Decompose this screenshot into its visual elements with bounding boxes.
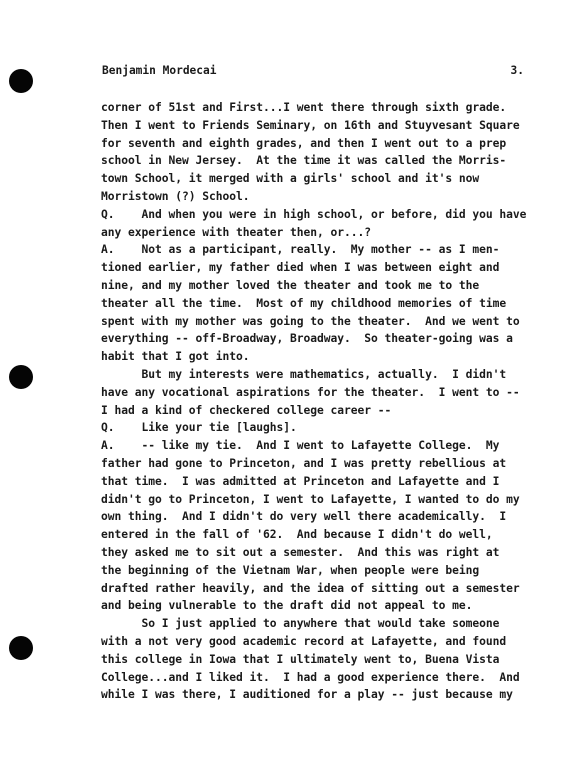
transcript-line: spent with my mother was going to the theater. And we went to — [101, 314, 520, 328]
transcript-line: this college in Iowa that I ultimately went to, Buena Vista — [101, 652, 500, 666]
punch-hole-top — [9, 69, 33, 93]
transcript-line: for seventh and eighth grades, and then I went out to a prep — [101, 136, 507, 150]
transcript-line: that time. I was admitted at Princeton and Lafayette and I — [101, 474, 500, 488]
transcript-line: Q. Like your tie [laughs]. — [101, 421, 297, 435]
punch-hole-middle — [9, 365, 33, 389]
transcript-body — [101, 99, 531, 704]
transcript-line: while I was there, I auditioned for a play -- just because my — [101, 688, 513, 702]
transcript-line: theater all the time. Most of my childhood memories of time — [101, 296, 507, 310]
transcript-line: own thing. And I didn't do very well there academically. I — [101, 510, 507, 524]
transcript-line: drafted rather heavily, and the idea of sitting out a semester — [101, 581, 520, 595]
transcript-line: nine, and my mother loved the theater and took me to the — [101, 278, 480, 292]
transcript-line: have any vocational aspirations for the theater. I went to -- — [101, 385, 520, 399]
transcript-line: town School, it merged with a girls' school and it's now — [101, 172, 480, 186]
transcript-line: entered in the fall of '62. And because I didn't do well, — [101, 528, 493, 542]
transcript-line: didn't go to Princeton, I went to Lafayette, I wanted to do my — [101, 492, 520, 506]
transcript-line: father had gone to Princeton, and I was pretty rebellious at — [101, 456, 507, 470]
transcript-line: school in New Jersey. At the time it was called the Morris- — [101, 154, 507, 168]
transcript-line: everything -- off-Broadway, Broadway. So theater-going was a — [101, 332, 513, 346]
page-number: 3. — [510, 64, 524, 77]
transcript-line: corner of 51st and First...I went there through sixth grade. — [101, 101, 507, 114]
page-header — [102, 64, 524, 103]
transcript-line: tioned earlier, my father died when I was between eight and — [101, 261, 500, 275]
transcript-line: Morristown (?) School. — [101, 189, 250, 203]
transcript-line: I had a kind of checkered college career -- — [101, 403, 392, 417]
transcript-line: So I just applied to anywhere that would take someone — [101, 617, 500, 631]
transcript-line: Q. And when you were in high school, or before, did you have — [101, 207, 527, 221]
punch-hole-bottom — [9, 636, 33, 660]
transcript-line: A. -- like my tie. And I went to Lafayette College. My — [101, 439, 500, 453]
transcript-line: College...and I liked it. I had a good experience there. And — [101, 670, 520, 684]
transcript-line: habit that I got into. — [101, 350, 250, 364]
transcript-line: A. Not as a participant, really. My mother -- as I men- — [101, 243, 500, 257]
header-interviewee-name: Benjamin Mordecai — [102, 64, 217, 77]
transcript-line: But my interests were mathematics, actually. I didn't — [101, 367, 507, 381]
transcript-line: the beginning of the Vietnam War, when people were being — [101, 563, 480, 577]
transcript-line: and being vulnerable to the draft did not appeal to me. — [101, 599, 473, 613]
transcript-line: Then I went to Friends Seminary, on 16th and Stuyvesant Square — [101, 118, 520, 132]
transcript-line: any experience with theater then, or...? — [101, 225, 372, 239]
transcript-line: they asked me to sit out a semester. And this was right at — [101, 545, 500, 559]
transcript-line: with a not very good academic record at Lafayette, and found — [101, 634, 507, 648]
